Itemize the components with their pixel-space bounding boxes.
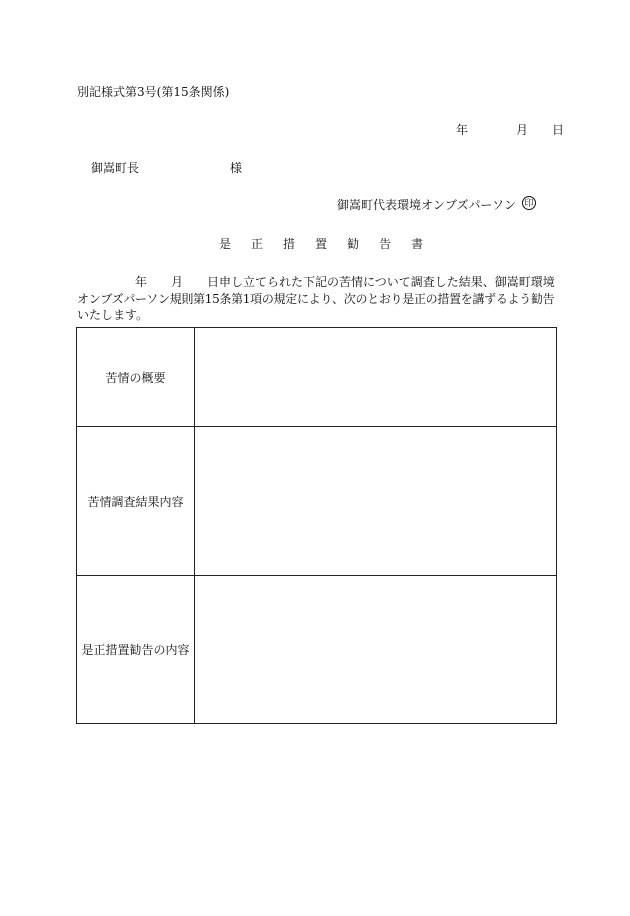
addressee-name: 御嵩町長	[91, 161, 140, 175]
body-line-1-text: 日申し立てられた下記の苦情について調査した結果、御嵩町環境	[207, 275, 555, 289]
body-line-1	[77, 274, 557, 291]
date-year: 年	[456, 123, 469, 137]
table-row	[77, 328, 557, 427]
row-content-corrective-recommendation[interactable]	[195, 576, 557, 724]
title-char: 正	[251, 237, 264, 251]
body-paragraph	[77, 274, 557, 324]
sender-name: 御嵩町代表環境オンブズパーソン	[337, 198, 517, 212]
row-content-investigation-result[interactable]	[195, 427, 557, 576]
date-day: 日	[552, 123, 565, 137]
row-label-corrective-recommendation: 是正措置勧告の内容	[77, 576, 195, 724]
body-year: 年	[135, 275, 148, 289]
date-month: 月	[516, 123, 529, 137]
seal-mark: 印	[522, 196, 536, 210]
document-title	[219, 236, 423, 252]
table-row	[77, 427, 557, 576]
date-line	[456, 122, 564, 138]
table-row	[77, 576, 557, 724]
row-label-investigation-result: 苦情調査結果内容	[77, 427, 195, 576]
row-content-complaint-summary[interactable]	[195, 328, 557, 427]
title-char: 書	[411, 237, 424, 251]
body-line-2: オンブズパーソン規則第15条第1項の規定により、次のとおり是正の措置を講ずるよう勧告	[77, 291, 555, 306]
complaint-table	[76, 327, 557, 724]
row-label-complaint-summary: 苦情の概要	[77, 328, 195, 427]
title-char: 置	[315, 237, 328, 251]
title-char: 告	[379, 237, 392, 251]
body-line-3: いたします。	[77, 308, 149, 322]
title-char: 措	[283, 237, 296, 251]
addressee-honorific: 様	[230, 161, 243, 175]
body-month: 月	[171, 275, 184, 289]
title-char: 是	[219, 237, 232, 251]
title-char: 勧	[347, 237, 360, 251]
form-number: 別記様式第3号(第15条関係)	[77, 85, 230, 99]
